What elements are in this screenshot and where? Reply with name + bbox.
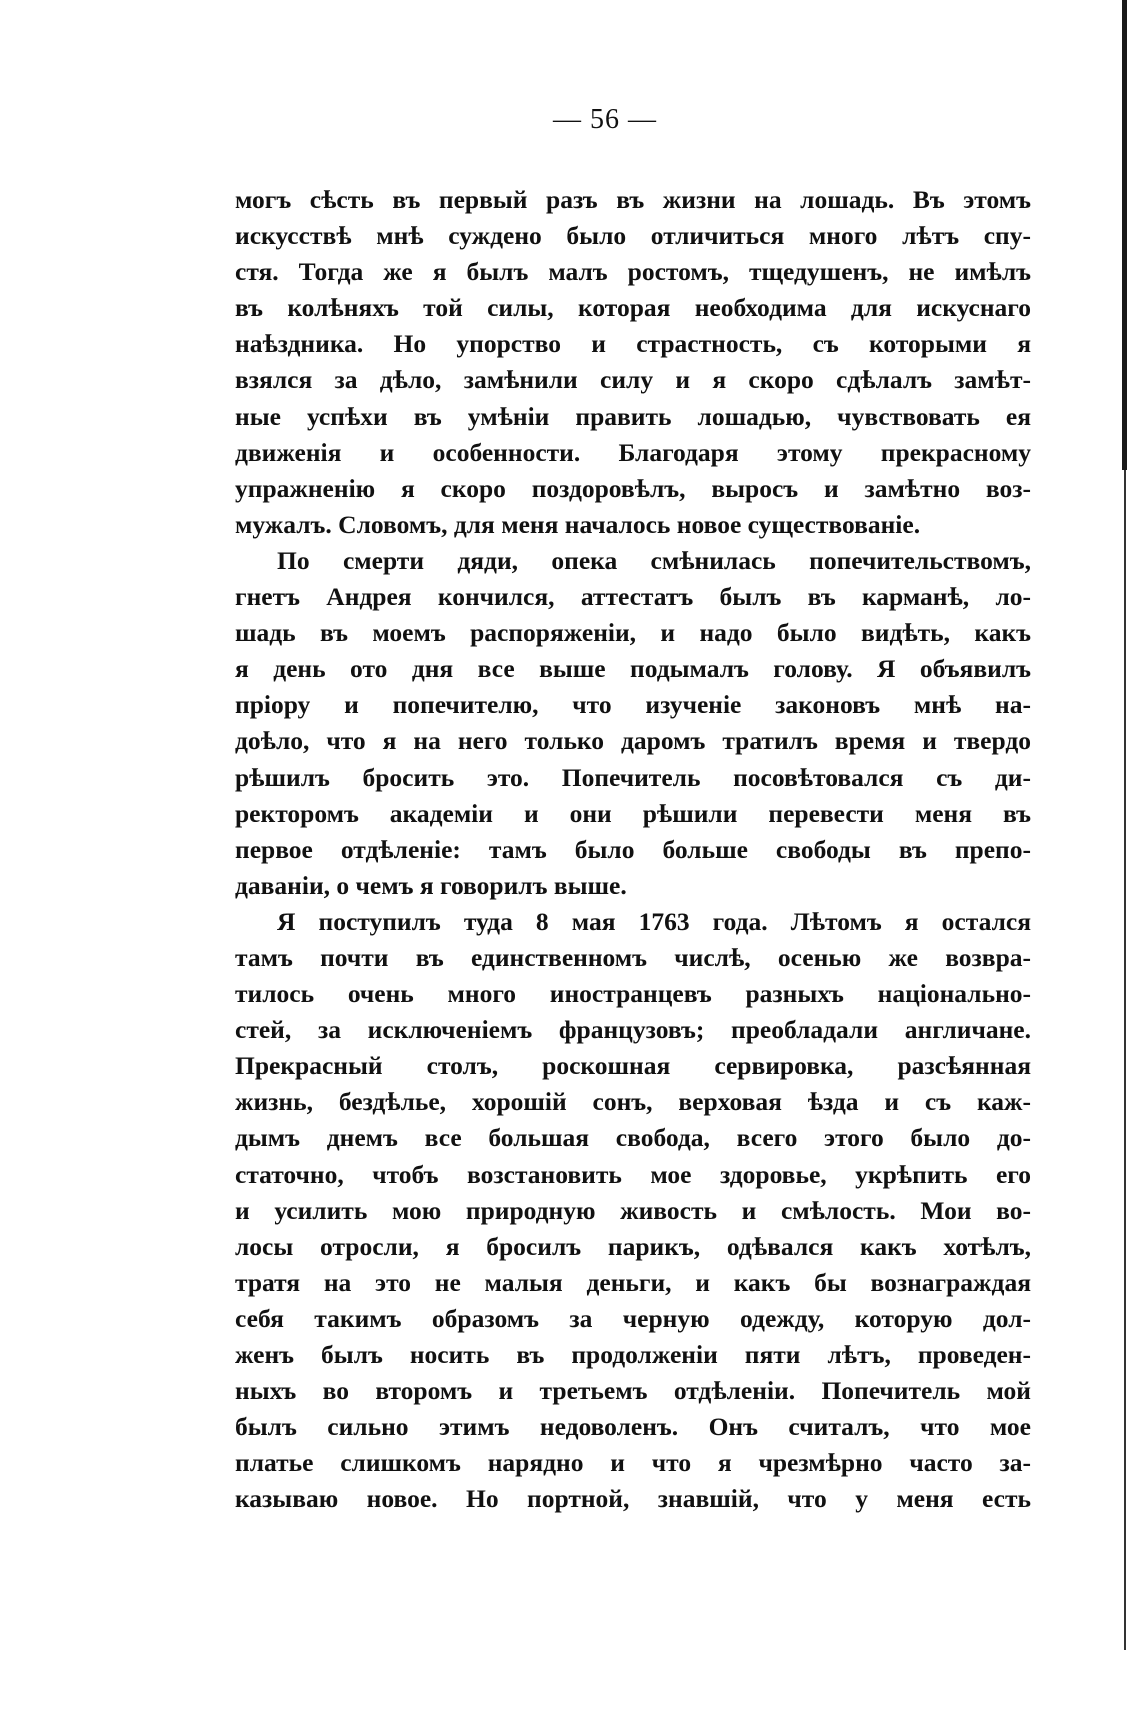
text-line: движенія и особенности. Благодаря этому прекрасному [235, 437, 1031, 467]
text-line: искусствѣ мнѣ суждено было отличиться много лѣтъ спу- [235, 221, 1031, 251]
text-line: мужалъ. Словомъ, для меня началось новое существованіе. [235, 509, 921, 539]
text-line: взялся за дѣло, замѣнили силу и я скоро сдѣлалъ замѣт- [235, 365, 1031, 395]
text-line: тамъ почти въ единственномъ числѣ, осенью же возвра- [235, 942, 1031, 972]
text-line: доѣло, что я на него только даромъ тратилъ время и твердо [235, 726, 1031, 756]
text-line: Я поступилъ туда 8 мая 1763 года. Лѣтомъ я остался [277, 906, 1031, 936]
text-line: женъ былъ носить въ продолженіи пяти лѣтъ, проведен- [235, 1340, 1031, 1369]
text-line: казываю новое. Но портной, знавшій, что у меня есть [235, 1484, 1031, 1514]
text-line: и усилить мою природную живость и смѣлость. Мои во- [235, 1195, 1031, 1225]
text-line: ные успѣхи въ умѣніи править лошадью, чувствовать ея [235, 401, 1031, 431]
text-line: жизнь, бездѣлье, хорошій сонъ, верховая ѣзда и съ каж- [235, 1087, 1031, 1117]
text-line: тилось очень много иностранцевъ разныхъ національно- [235, 979, 1031, 1009]
text-line: былъ сильно этимъ недоволенъ. Онъ считалъ, что мое [235, 1412, 1031, 1442]
text-line: тратя на это не малыя деньги, и какъ бы вознаграждая [235, 1267, 1031, 1297]
text-line: себя такимъ образомъ за черную одежду, которую дол- [235, 1303, 1031, 1333]
text-line: гнетъ Андрея кончился, аттестатъ былъ въ карманѣ, ло- [235, 582, 1031, 612]
text-line: ныхъ во второмъ и третьемъ отдѣленіи. Попечитель мой [235, 1376, 1031, 1406]
text-line: рѣшилъ бросить это. Попечитель посовѣтовался съ ди- [235, 762, 1031, 792]
text-line: стей, за исключеніемъ французовъ; преобладали англичане. [235, 1015, 1031, 1045]
text-line: упражненію я скоро поздоровѣлъ, выросъ и замѣтно воз- [235, 473, 1031, 503]
text-line: первое отдѣленіе: тамъ было больше свободы въ препо- [235, 834, 1031, 864]
text-line: лосы отросли, я бросилъ парикъ, одѣвался какъ хотѣлъ, [235, 1231, 1031, 1261]
page-number: — 56 — [553, 104, 657, 135]
text-line: могъ сѣсть въ первый разъ въ жизни на лошадь. Въ этомъ [235, 185, 1031, 214]
text-line: По смерти дяди, опека смѣнилась попечительствомъ, [277, 545, 1031, 575]
text-line: платье слишкомъ нарядно и что я чрезмѣрно часто за- [235, 1448, 1031, 1478]
text-line: ректоромъ академіи и они рѣшили перевести меня въ [235, 798, 1031, 828]
text-line: наѣздника. Но упорство и страстность, съ которыми я [235, 329, 1031, 359]
page-edge-line [1124, 470, 1126, 1650]
text-line: Прекрасный столъ, роскошная сервировка, разсѣянная [235, 1051, 1031, 1081]
text-line: я день ото дня все выше подымалъ голову. Я объявилъ [235, 654, 1031, 684]
text-line: стя. Тогда же я былъ малъ ростомъ, тщедушенъ, не имѣлъ [235, 257, 1031, 287]
text-line: шадь въ моемъ распоряженіи, и надо было видѣть, какъ [235, 618, 1031, 648]
text-line: пріору и попечителю, что изученіе законовъ мнѣ на- [235, 690, 1031, 720]
text-line: дымъ днемъ все большая свобода, всего этого было до- [235, 1123, 1031, 1153]
text-line: въ колѣняхъ той силы, которая необходима для искуснаго [235, 293, 1031, 323]
body-text [235, 182, 1031, 1517]
text-line: статочно, чтобъ возстановить мое здоровье, укрѣпить его [235, 1159, 1031, 1189]
text-line: даваніи, о чемъ я говорилъ выше. [235, 870, 627, 900]
page-edge-shadow [1122, 0, 1127, 470]
